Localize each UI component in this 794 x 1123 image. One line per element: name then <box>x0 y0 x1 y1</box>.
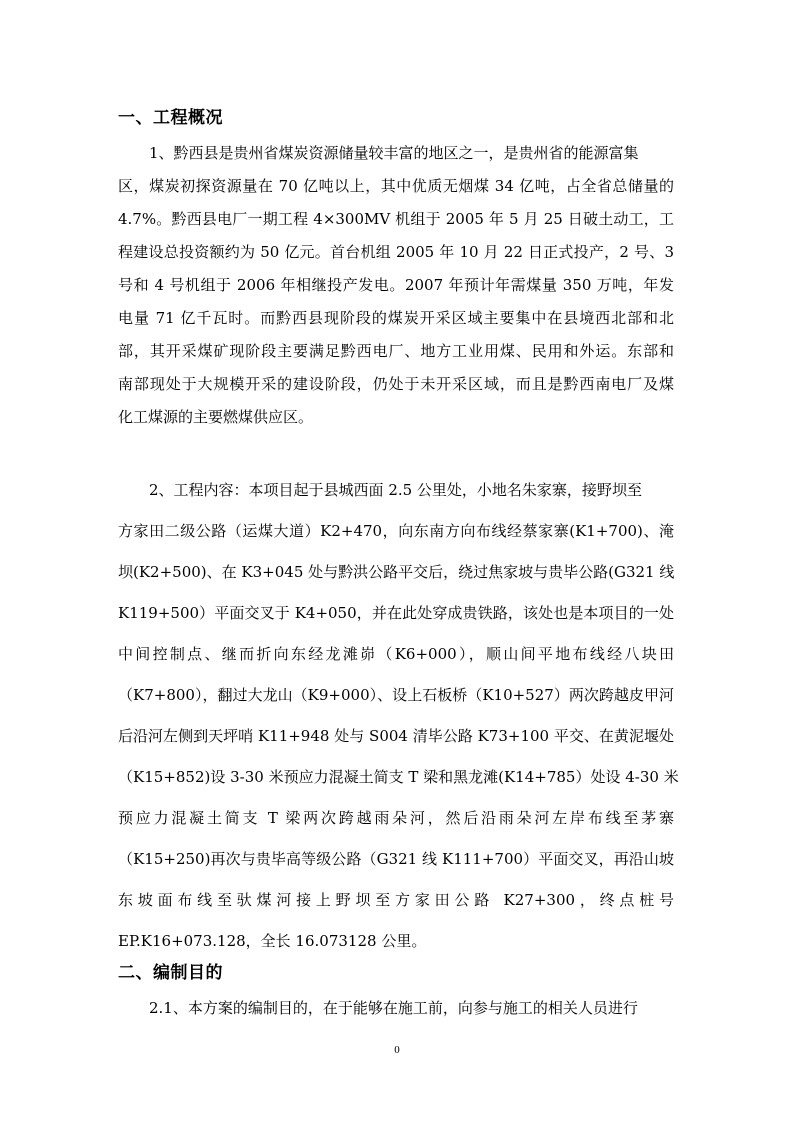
paragraph-line: 区，煤炭初探资源量在 70 亿吨以上，其中优质无烟煤 34 亿吨，占全省总储量的 <box>118 177 674 195</box>
paragraph-line: 2.1、本方案的编制目的，在于能够在施工前，向参与施工的相关人员进行 <box>149 999 638 1017</box>
paragraph-line: 号和 4 号机组于 2006 年相继投产发电。2007 年预计年需煤量 350 万吨，年发 <box>118 276 674 294</box>
paragraph-line: 预应力混凝土简支 T 梁两次跨越雨朵河，然后沿雨朵河左岸布线至茅寨 <box>118 809 674 827</box>
section-heading-purpose: 二、编制目的 <box>118 963 223 983</box>
paragraph-line: 化工煤源的主要燃煤供应区。 <box>118 408 314 426</box>
paragraph-line: 程建设总投资额约为 50 亿元。首台机组 2005 年 10 月 22 日正式投产，2 号、3 <box>118 243 674 261</box>
section-heading-overview: 一、工程概况 <box>118 108 223 128</box>
paragraph-line: 中间控制点、继而折向东经龙滩峁（K6+000），顺山间平地布线经八块田 <box>118 645 674 663</box>
paragraph-line: K119+500）平面交叉于 K4+050，并在此处穿成贵铁路，该处也是本项目的一处 <box>118 604 674 622</box>
paragraph-line: （K15+852)设 3-30 米预应力混凝土简支 T 梁和黑龙滩(K14+785）处设 4-30 米 <box>118 768 679 786</box>
paragraph-line: 坝(K2+500)、在 K3+045 处与黔洪公路平交后，绕过焦家坡与贵毕公路(G321 线 <box>118 563 675 581</box>
paragraph-line: 4.7%。黔西县电厂一期工程 4×300MV 机组于 2005 年 5 月 25 日破土动工，工 <box>118 210 674 228</box>
paragraph-line: 方家田二级公路（运煤大道）K2+470，向东南方向布线经蔡家寨(K1+700)、淹 <box>118 522 674 540</box>
paragraph-line: （K15+250)再次与贵毕高等级公路（G321 线 K111+700）平面交叉，再沿山坡 <box>118 850 674 868</box>
paragraph-line: （K7+800），翻过大龙山（K9+000）、设上石板桥（K10+527）两次跨越皮甲河 <box>118 686 674 704</box>
paragraph-line: 电量 71 亿千瓦时。而黔西县现阶段的煤炭开采区域主要集中在县境西北部和北 <box>118 309 674 327</box>
page-number: 0 <box>394 1044 400 1056</box>
paragraph-line: 2、工程内容：本项目起于县城西面 2.5 公里处，小地名朱家寨，接野坝至 <box>149 481 642 499</box>
paragraph-line: EP.K16+073.128，全长 16.073128 公里。 <box>118 932 427 950</box>
paragraph-line: 南部现处于大规模开采的建设阶段，仍处于未开采区域，而且是黔西南电厂及煤 <box>118 375 674 393</box>
paragraph-line: 东坡面布线至驮煤河接上野坝至方家田公路 K27+300，终点桩号 <box>118 891 674 909</box>
paragraph-line: 后沿河左侧到天坪哨 K11+948 处与 S004 清毕公路 K73+100 平交、在黄泥堰处 <box>118 727 674 745</box>
paragraph-line: 1、黔西县是贵州省煤炭资源储量较丰富的地区之一，是贵州省的能源富集 <box>149 144 639 162</box>
paragraph-line: 部，其开采煤矿现阶段主要满足黔西电厂、地方工业用煤、民用和外运。东部和 <box>118 342 674 360</box>
